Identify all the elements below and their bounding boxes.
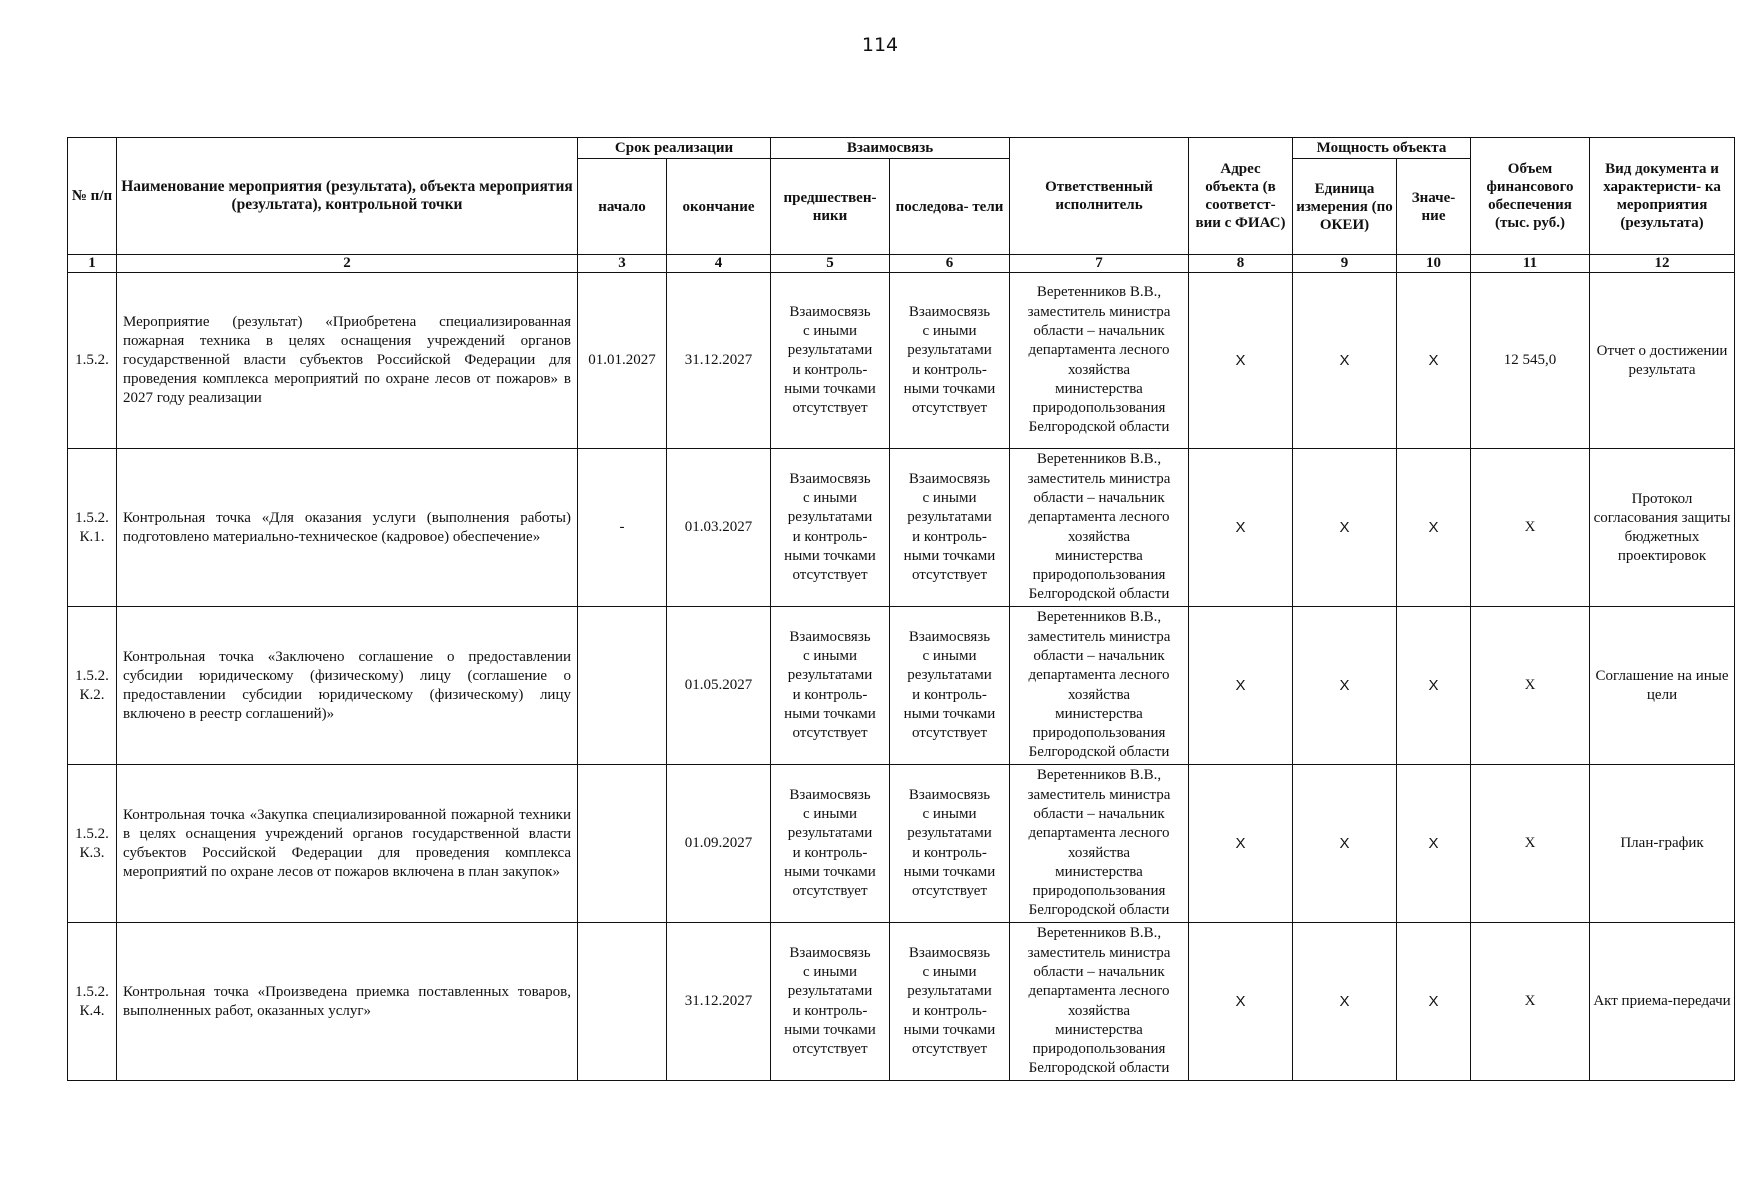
row-predecessors: Взаимосвязь с иными результатами и контроль- ными точками отсутствует bbox=[771, 449, 890, 607]
row-finance: Х bbox=[1471, 449, 1590, 607]
column-number: 7 bbox=[1010, 255, 1189, 273]
header-relation-group: Взаимосвязь bbox=[771, 138, 1010, 159]
row-doc-type: План-график bbox=[1590, 765, 1735, 923]
row-successors: Взаимосвязь с иными результатами и контроль- ными точками отсутствует bbox=[890, 449, 1010, 607]
row-number: 1.5.2. bbox=[68, 273, 117, 449]
row-predecessors: Взаимосвязь с иными результатами и контроль- ными точками отсутствует bbox=[771, 607, 890, 765]
column-number: 2 bbox=[117, 255, 578, 273]
row-end-date: 01.09.2027 bbox=[667, 765, 771, 923]
row-doc-type: Протокол согласования защиты бюджетных проектировок bbox=[1590, 449, 1735, 607]
row-start-date bbox=[578, 765, 667, 923]
row-finance: Х bbox=[1471, 923, 1590, 1081]
row-number: 1.5.2. К.2. bbox=[68, 607, 117, 765]
row-number: 1.5.2. К.3. bbox=[68, 765, 117, 923]
row-end-date: 01.03.2027 bbox=[667, 449, 771, 607]
header-relation-prev: предшествен- ники bbox=[771, 159, 890, 255]
row-responsible: Веретенников В.В., заместитель министра области – начальник департамента лесного хозяйства министерства природопользования Белгородской области bbox=[1010, 607, 1189, 765]
column-number: 5 bbox=[771, 255, 890, 273]
header-name: Наименование мероприятия (результата), объекта мероприятия (результата), контрольной точки bbox=[117, 138, 578, 255]
row-name: Контрольная точка «Для оказания услуги (выполнения работы) подготовлено материально-техническое (кадровое) обеспечение» bbox=[117, 449, 578, 607]
table-header bbox=[68, 138, 1735, 273]
row-name: Контрольная точка «Закупка специализированной пожарной техники в целях оснащения учреждений органов государственной власти субъектов Российской Федерации для проведения комплекса мероприятий по охране лесов от пожаров включена в план закупок» bbox=[117, 765, 578, 923]
row-start-date: 01.01.2027 bbox=[578, 273, 667, 449]
row-doc-type: Соглашение на иные цели bbox=[1590, 607, 1735, 765]
column-number: 12 bbox=[1590, 255, 1735, 273]
row-start-date bbox=[578, 607, 667, 765]
header-term-group: Срок реализации bbox=[578, 138, 771, 159]
row-address: Х bbox=[1189, 923, 1293, 1081]
row-name: Контрольная точка «Заключено соглашение о предоставлении субсидии юридическому (физическому) лицу (соглашение о предоставлении субсидии юридическому (физическому) лицу включено в реестр соглашений)» bbox=[117, 607, 578, 765]
row-successors: Взаимосвязь с иными результатами и контроль- ными точками отсутствует bbox=[890, 923, 1010, 1081]
row-predecessors: Взаимосвязь с иными результатами и контроль- ными точками отсутствует bbox=[771, 765, 890, 923]
column-number: 3 bbox=[578, 255, 667, 273]
row-predecessors: Взаимосвязь с иными результатами и контроль- ными точками отсутствует bbox=[771, 923, 890, 1081]
row-unit: Х bbox=[1293, 449, 1397, 607]
row-successors: Взаимосвязь с иными результатами и контроль- ными точками отсутствует bbox=[890, 607, 1010, 765]
row-unit: Х bbox=[1293, 607, 1397, 765]
row-address: Х bbox=[1189, 765, 1293, 923]
header-doc-type: Вид документа и характеристи- ка мероприятия (результата) bbox=[1590, 138, 1735, 255]
table-row bbox=[68, 765, 1735, 923]
row-doc-type: Акт приема-передачи bbox=[1590, 923, 1735, 1081]
header-finance: Объем финансового обеспечения (тыс. руб.) bbox=[1471, 138, 1590, 255]
column-number: 4 bbox=[667, 255, 771, 273]
row-end-date: 01.05.2027 bbox=[667, 607, 771, 765]
row-address: Х bbox=[1189, 449, 1293, 607]
table-body bbox=[68, 273, 1735, 1081]
row-responsible: Веретенников В.В., заместитель министра области – начальник департамента лесного хозяйства министерства природопользования Белгородской области bbox=[1010, 765, 1189, 923]
row-responsible: Веретенников В.В., заместитель министра области – начальник департамента лесного хозяйства министерства природопользования Белгородской области bbox=[1010, 449, 1189, 607]
row-doc-type: Отчет о достижении результата bbox=[1590, 273, 1735, 449]
header-unit: Единица измерения (по ОКЕИ) bbox=[1293, 159, 1397, 255]
header-relation-next: последова- тели bbox=[890, 159, 1010, 255]
table-row bbox=[68, 449, 1735, 607]
row-number: 1.5.2. К.4. bbox=[68, 923, 117, 1081]
table-row bbox=[68, 607, 1735, 765]
row-unit: Х bbox=[1293, 273, 1397, 449]
header-responsible: Ответственный исполнитель bbox=[1010, 138, 1189, 255]
row-name: Мероприятие (результат) «Приобретена специализированная пожарная техника в целях оснащения учреждений органов государственной власти субъектов Российской Федерации для проведения комплекса мероприятий по охране лесов от пожаров» в 2027 году реализации bbox=[117, 273, 578, 449]
row-value: Х bbox=[1397, 607, 1471, 765]
row-start-date: - bbox=[578, 449, 667, 607]
row-number: 1.5.2. К.1. bbox=[68, 449, 117, 607]
row-predecessors: Взаимосвязь с иными результатами и контроль- ными точками отсутствует bbox=[771, 273, 890, 449]
row-finance: 12 545,0 bbox=[1471, 273, 1590, 449]
row-name: Контрольная точка «Произведена приемка поставленных товаров, выполненных работ, оказанных услуг» bbox=[117, 923, 578, 1081]
row-successors: Взаимосвязь с иными результатами и контроль- ными точками отсутствует bbox=[890, 765, 1010, 923]
column-number: 10 bbox=[1397, 255, 1471, 273]
column-number: 11 bbox=[1471, 255, 1590, 273]
row-value: Х bbox=[1397, 273, 1471, 449]
row-finance: Х bbox=[1471, 607, 1590, 765]
table-row bbox=[68, 273, 1735, 449]
column-number-row bbox=[68, 255, 1735, 273]
row-successors: Взаимосвязь с иными результатами и контроль- ными точками отсутствует bbox=[890, 273, 1010, 449]
header-address: Адрес объекта (в соответст- вии с ФИАС) bbox=[1189, 138, 1293, 255]
column-number: 8 bbox=[1189, 255, 1293, 273]
header-value: Значе- ние bbox=[1397, 159, 1471, 255]
header-capacity-group: Мощность объекта bbox=[1293, 138, 1471, 159]
table-row bbox=[68, 923, 1735, 1081]
page-number: 114 bbox=[861, 34, 899, 56]
column-number: 1 bbox=[68, 255, 117, 273]
header-term-end: окончание bbox=[667, 159, 771, 255]
row-unit: Х bbox=[1293, 765, 1397, 923]
row-value: Х bbox=[1397, 923, 1471, 1081]
row-finance: Х bbox=[1471, 765, 1590, 923]
row-address: Х bbox=[1189, 273, 1293, 449]
row-end-date: 31.12.2027 bbox=[667, 273, 771, 449]
implementation-plan-table bbox=[67, 137, 1735, 1081]
header-num: № п/п bbox=[68, 138, 117, 255]
row-value: Х bbox=[1397, 449, 1471, 607]
row-end-date: 31.12.2027 bbox=[667, 923, 771, 1081]
header-term-start: начало bbox=[578, 159, 667, 255]
row-start-date bbox=[578, 923, 667, 1081]
row-responsible: Веретенников В.В., заместитель министра области – начальник департамента лесного хозяйства министерства природопользования Белгородской области bbox=[1010, 923, 1189, 1081]
row-value: Х bbox=[1397, 765, 1471, 923]
row-unit: Х bbox=[1293, 923, 1397, 1081]
column-number: 6 bbox=[890, 255, 1010, 273]
column-number: 9 bbox=[1293, 255, 1397, 273]
row-address: Х bbox=[1189, 607, 1293, 765]
row-responsible: Веретенников В.В., заместитель министра области – начальник департамента лесного хозяйства министерства природопользования Белгородской области bbox=[1010, 273, 1189, 449]
